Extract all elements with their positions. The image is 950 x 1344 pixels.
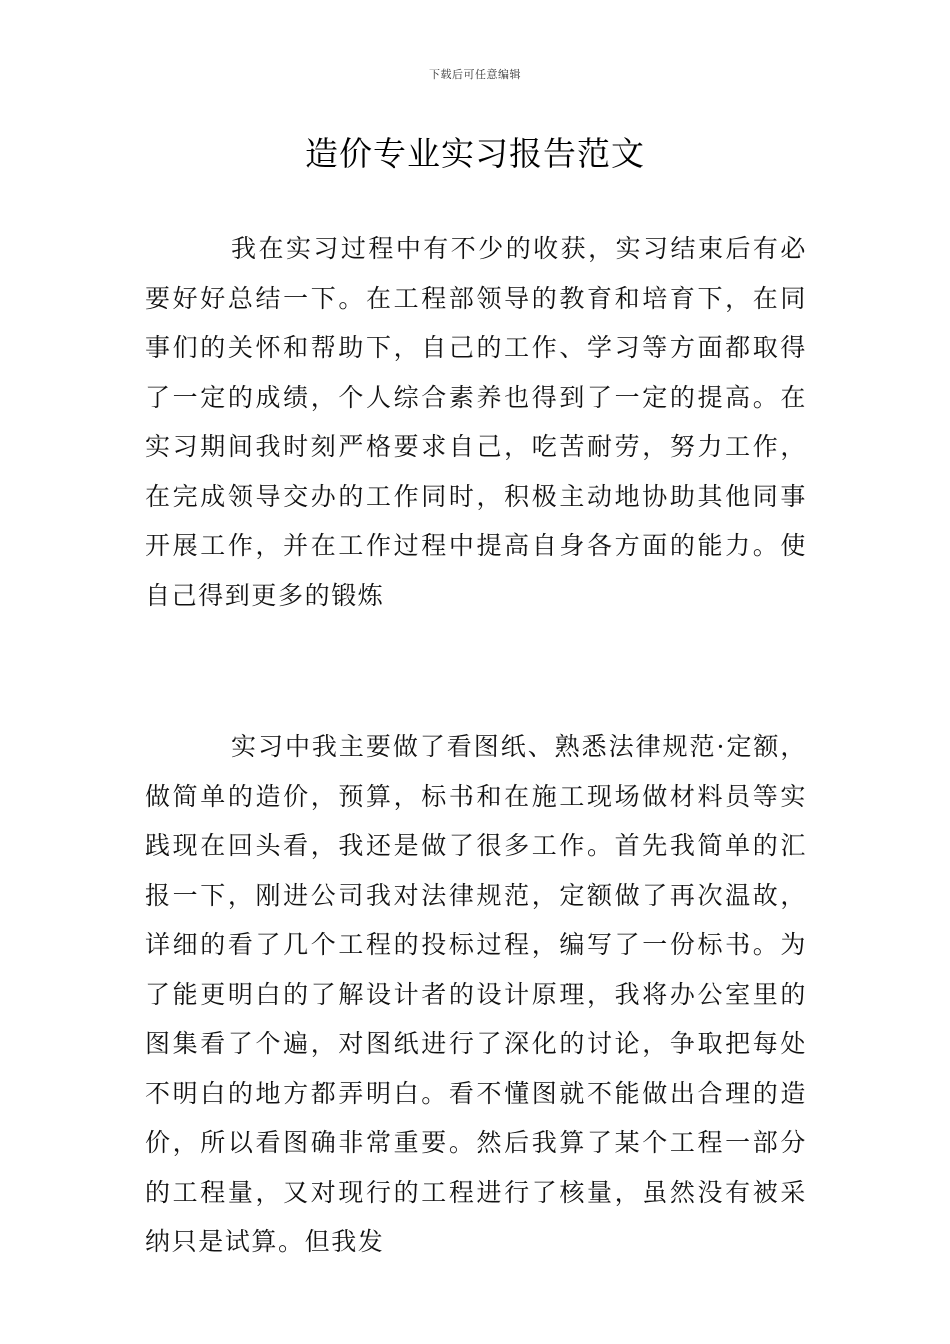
body-paragraph: 我在实习过程中有不少的收获，实习结束后有必要好好总结一下。在工程部领导的教育和培育下，在同事们的关怀和帮助下，自己的工作、学习等方面都取得了一定的成绩，个人综合素养也得到了一定的提高。在实习期间我时刻严格要求自己，吃苦耐劳，努力工作，在完成领导交办的工作同时，积极主动地协助其他同事开展工作，并在工作过程中提高自身各方面的能力。使自己得到更多的锻炼: [145, 234, 807, 610]
document-title: 造价专业实习报告范文: [305, 134, 645, 173]
body-paragraph: 实习中我主要做了看图纸、熟悉法律规范·定额，做简单的造价，预算，标书和在施工现场做材料员等实践现在回头看，我还是做了很多工作。首先我简单的汇报一下，刚进公司我对法律规范，定额做了再次温故，详细的看了几个工程的投标过程，编写了一份标书。为了能更明白的了解设计者的设计原理，我将办公室里的图集看了个遍，对图纸进行了深化的讨论，争取把每处不明白的地方都弄明白。看不懂图就不能做出合理的造价，所以看图确非常重要。然后我算了某个工程一部分的工程量，又对现行的工程进行了核量，虽然没有被采纳只是试算。但我发: [145, 732, 807, 1256]
header-note: 下载后可任意编辑: [429, 68, 521, 81]
